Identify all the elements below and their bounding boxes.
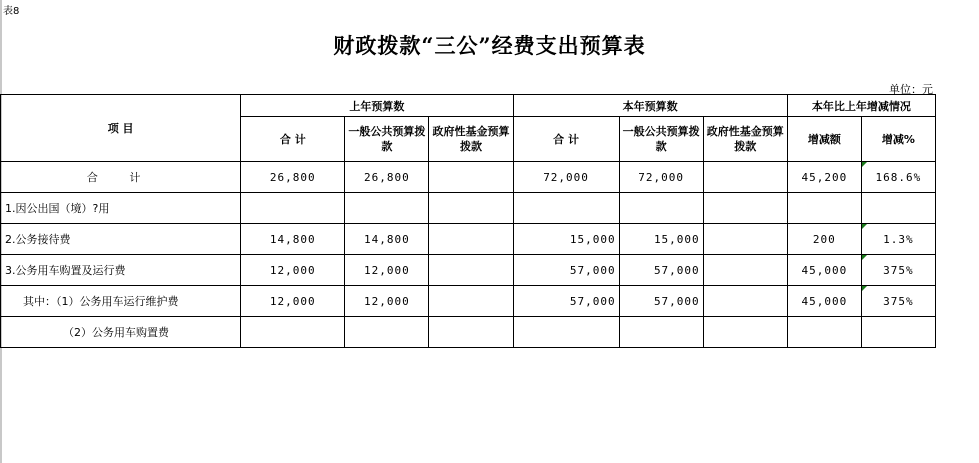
row-label[interactable]: （2）公务用车购置费 xyxy=(1,317,241,348)
header-change-amount[interactable]: 增减额 xyxy=(787,117,861,162)
cell-change-pct[interactable] xyxy=(861,193,935,224)
table-row xyxy=(1,193,936,224)
cell-ty-fund[interactable] xyxy=(703,224,787,255)
table-row xyxy=(1,224,936,255)
row-label[interactable]: 3.公务用车购置及运行费 xyxy=(1,255,241,286)
header-change[interactable]: 本年比上年增减情况 xyxy=(787,95,935,117)
cell-ly-total[interactable]: 12,000 xyxy=(241,286,345,317)
cell-ly-total[interactable]: 12,000 xyxy=(241,255,345,286)
cell-ty-fund[interactable] xyxy=(703,255,787,286)
cell-ly-general[interactable]: 12,000 xyxy=(345,255,429,286)
cell-ty-general[interactable] xyxy=(619,193,703,224)
cell-ly-total[interactable]: 26,800 xyxy=(241,162,345,193)
cell-change-pct[interactable] xyxy=(861,255,935,286)
cell-change-amount[interactable]: 45,000 xyxy=(787,286,861,317)
cell-ly-general[interactable]: 26,800 xyxy=(345,162,429,193)
formula-flag-icon xyxy=(862,286,867,291)
cell-change-amount[interactable] xyxy=(787,317,861,348)
table-row xyxy=(1,255,936,286)
cell-ly-fund[interactable] xyxy=(429,162,513,193)
cell-ty-total[interactable] xyxy=(513,193,619,224)
cell-ty-fund[interactable] xyxy=(703,162,787,193)
cell-change-amount[interactable]: 45,200 xyxy=(787,162,861,193)
cell-ty-total[interactable]: 57,000 xyxy=(513,286,619,317)
cell-change-pct-value: 375% xyxy=(883,294,914,308)
cell-change-pct-value: 1.3% xyxy=(883,232,914,246)
table-row-total xyxy=(1,162,936,193)
cell-ty-fund[interactable] xyxy=(703,317,787,348)
cell-ty-general[interactable]: 57,000 xyxy=(619,286,703,317)
cell-change-pct[interactable] xyxy=(861,224,935,255)
cell-ly-general[interactable] xyxy=(345,193,429,224)
cell-ly-fund[interactable] xyxy=(429,193,513,224)
formula-flag-icon xyxy=(862,255,867,260)
cell-ty-total[interactable]: 15,000 xyxy=(513,224,619,255)
budget-table xyxy=(0,94,936,348)
cell-ly-fund[interactable] xyxy=(429,317,513,348)
header-ty-general[interactable]: 一般公共预算拨款 xyxy=(619,117,703,162)
cell-change-amount[interactable]: 200 xyxy=(787,224,861,255)
formula-flag-icon xyxy=(862,224,867,229)
cell-change-pct[interactable] xyxy=(861,162,935,193)
cell-ly-total[interactable] xyxy=(241,193,345,224)
header-change-pct[interactable]: 增减% xyxy=(861,117,935,162)
cell-ly-total[interactable] xyxy=(241,317,345,348)
cell-ty-total[interactable]: 57,000 xyxy=(513,255,619,286)
header-row-1 xyxy=(1,95,936,117)
row-label[interactable]: 1.因公出国（境）?用 xyxy=(1,193,241,224)
cell-ly-total[interactable]: 14,800 xyxy=(241,224,345,255)
header-ly-total[interactable]: 合 计 xyxy=(241,117,345,162)
row-label[interactable]: 合 计 xyxy=(1,162,241,193)
header-ty-fund[interactable]: 政府性基金预算拨款 xyxy=(703,117,787,162)
header-ly-general[interactable]: 一般公共预算拨款 xyxy=(345,117,429,162)
page-title: 财政拨款“三公”经费支出预算表 xyxy=(333,33,646,58)
cell-change-pct[interactable] xyxy=(861,317,935,348)
cell-ty-total[interactable]: 72,000 xyxy=(513,162,619,193)
row-label[interactable]: 其中：（1）公务用车运行维护费 xyxy=(1,286,241,317)
cell-ty-general[interactable]: 57,000 xyxy=(619,255,703,286)
header-item[interactable]: 项 目 xyxy=(1,95,241,162)
cell-change-pct-value: 168.6% xyxy=(875,170,922,184)
unit-label: 单位：元 xyxy=(889,83,933,96)
cell-ty-total[interactable] xyxy=(513,317,619,348)
header-this-year[interactable]: 本年预算数 xyxy=(513,95,787,117)
cell-ty-general[interactable]: 15,000 xyxy=(619,224,703,255)
header-last-year[interactable]: 上年预算数 xyxy=(241,95,513,117)
cell-ly-fund[interactable] xyxy=(429,255,513,286)
row-label[interactable]: 2.公务接待费 xyxy=(1,224,241,255)
sheet-label: 表8 xyxy=(3,6,20,17)
cell-ly-fund[interactable] xyxy=(429,286,513,317)
cell-ly-fund[interactable] xyxy=(429,224,513,255)
cell-ty-fund[interactable] xyxy=(703,193,787,224)
cell-change-amount[interactable]: 45,000 xyxy=(787,255,861,286)
header-ty-total[interactable]: 合 计 xyxy=(513,117,619,162)
cell-ty-general[interactable] xyxy=(619,317,703,348)
header-ly-fund[interactable]: 政府性基金预算拨款 xyxy=(429,117,513,162)
cell-ly-general[interactable]: 12,000 xyxy=(345,286,429,317)
cell-ly-general[interactable] xyxy=(345,317,429,348)
table-row xyxy=(1,286,936,317)
cell-change-pct[interactable] xyxy=(861,286,935,317)
cell-change-amount[interactable] xyxy=(787,193,861,224)
cell-change-pct-value: 375% xyxy=(883,263,914,277)
formula-flag-icon xyxy=(862,162,867,167)
cell-ty-fund[interactable] xyxy=(703,286,787,317)
cell-ly-general[interactable]: 14,800 xyxy=(345,224,429,255)
cell-ty-general[interactable]: 72,000 xyxy=(619,162,703,193)
table-row xyxy=(1,317,936,348)
